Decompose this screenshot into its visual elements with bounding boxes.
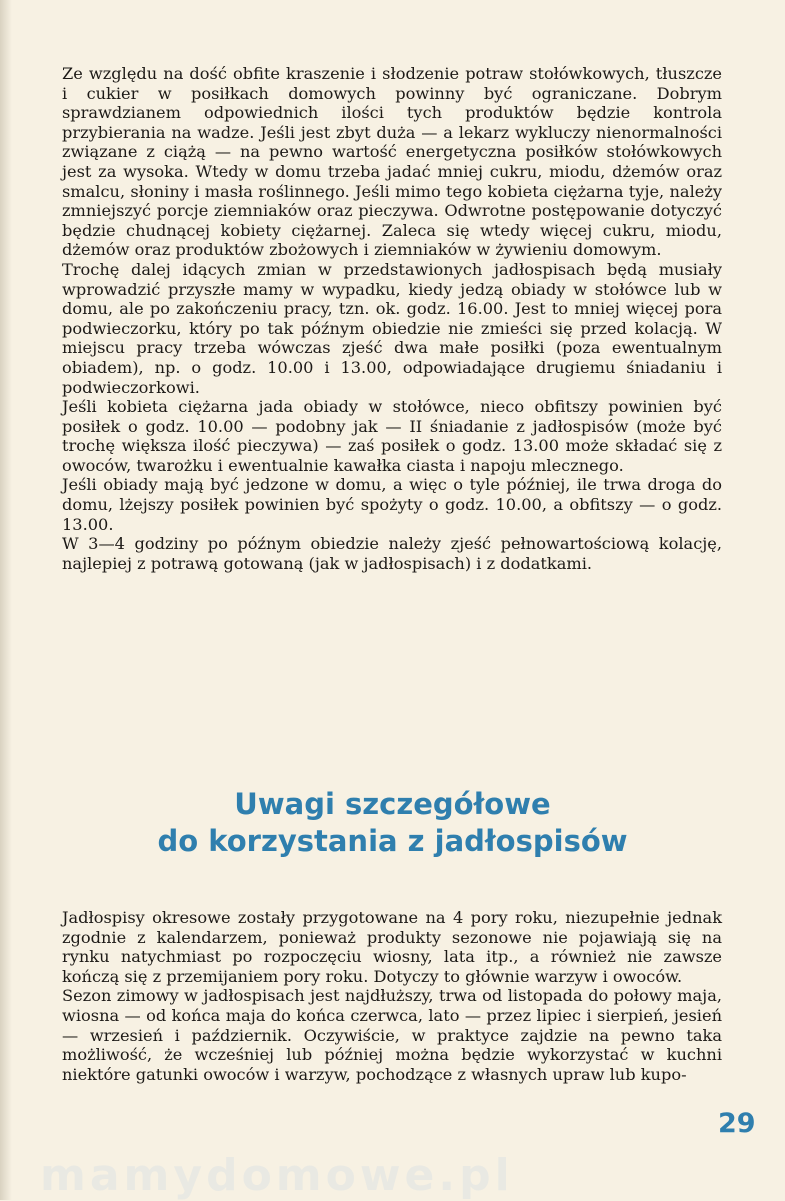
paragraph: Trochę dalej idących zmian w przedstawionych jadłospisach będą musiały wprowadzić przyszłe mamy w wypadku, kiedy jedzą obiady w stołówce lub w domu, ale po zakończeniu pracy, tzn. ok. godz. 16.00. Jest to mniej więcej pora podwieczorku, który po tak późnym obiedzie nie zmieści się przed kolacją. W miejscu pracy trzeba wówczas zjeść dwa małe posiłki (poza ewentualnym obiadem), np. o godz. 10.00 i 13.00, odpowiadające drugiemu śniadaniu i podwieczorkowi. <box>62 259 722 397</box>
page-number: 29 <box>718 1108 756 1139</box>
section-heading-line-1: Uwagi szczegółowe <box>234 787 551 821</box>
paragraph: Jadłospisy okresowe zostały przygotowane na 4 pory roku, niezupełnie jednak zgodnie z kalendarzem, ponieważ produkty sezonowe nie pojawiają się na rynku natychmiast po rozpoczęciu wiosny, lata itp., a również nie zawsze kończą się z przemijaniem pory roku. Dotyczy to głównie warzyw i owoców. <box>62 908 722 986</box>
watermark: mamydomowe.pl <box>40 1150 514 1201</box>
paragraph: Sezon zimowy w jadłospisach jest najdłuższy, trwa od listopada do połowy maja, wiosna — od końca maja do końca czerwca, lato — przez lipiec i sierpień, jesień — wrzesień i październik. Oczywiście, w praktyce zajdzie na pewno taka możliwość, że wcześniej lub później można będzie wykorzystać w kuchni niektóre gatunki owoców i warzyw, pochodzące z własnych upraw lub kupo- <box>62 986 722 1084</box>
page-gutter-shadow <box>0 0 12 1200</box>
paragraph: Jeśli kobieta ciężarna jada obiady w stołówce, nieco obfitszy powinien być posiłek o godz. 10.00 — podobny jak — II śniadanie z jadłospisów (może być trochę większa ilość pieczywa) — zaś posiłek o godz. 13.00 może składać się z owoców, twarożku i ewentualnie kawałka ciasta i napoju mlecznego. <box>62 397 722 475</box>
section-heading <box>0 786 785 860</box>
paragraph: Ze względu na dość obfite kraszenie i słodzenie potraw stołówkowych, tłuszcze i cukier w posiłkach domowych powinny być ograniczane. Dobrym sprawdzianem odpowiednich ilości tych produktów będzie kontrola przybierania na wadze. Jeśli jest zbyt duża — a lekarz wykluczy nienormalności związane z ciążą — na pewno wartość energetyczna posiłków stołówkowych jest za wysoka. Wtedy w domu trzeba jadać mniej cukru, miodu, dżemów oraz smalcu, słoniny i masła roślinnego. Jeśli mimo tego kobieta ciężarna tyje, należy zmniejszyć porcje ziemniaków oraz pieczywa. Odwrotne postępowanie dotyczyć będzie chudnącej kobiety ciężarnej. Zaleca się wtedy więcej cukru, miodu, dżemów oraz produktów zbożowych i ziemniaków w żywieniu domowym. <box>62 64 722 260</box>
body-text-top <box>62 64 722 573</box>
paragraph: Jeśli obiady mają być jedzone w domu, a więc o tyle później, ile trwa droga do domu, lżejszy posiłek powinien być spożyty o godz. 10.00, a obfitszy — o godz. 13.00. <box>62 475 722 534</box>
paragraph: W 3—4 godziny po późnym obiedzie należy zjeść pełnowartościową kolację, najlepiej z potrawą gotowaną (jak w jadłospisach) i z dodatkami. <box>62 534 722 573</box>
body-text-bottom <box>62 908 722 1084</box>
section-heading-line-2: do korzystania z jadłospisów <box>157 824 628 858</box>
